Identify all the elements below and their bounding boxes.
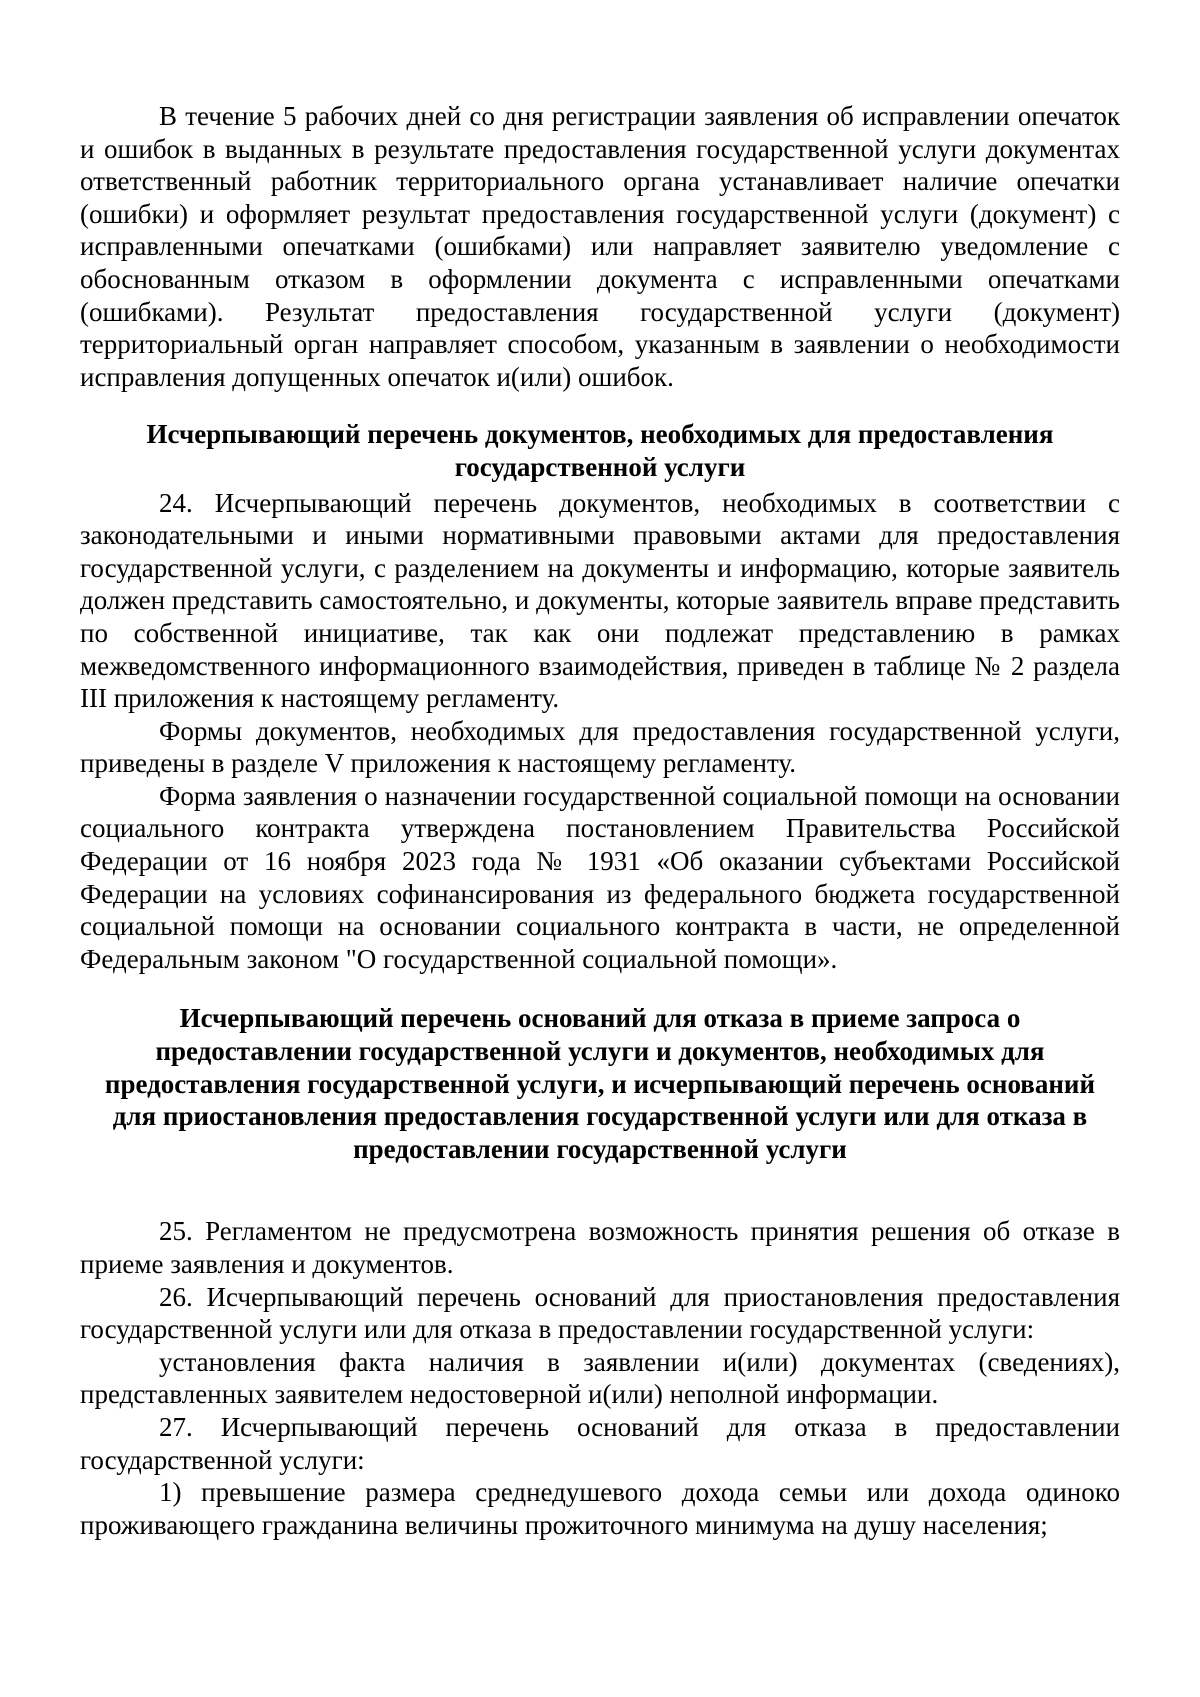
paragraph-correction-procedure: В течение 5 рабочих дней со дня регистрации заявления об исправлении опечаток и ошибок в выданных в результате предоставления государственной услуги документах ответственный работник территориального органа устанавливает наличие опечатки (ошибки) и оформляет результат предоставления государственной услуги (документ) с исправленными опечатками (ошибками) или направляет заявителю уведомление с обоснованным отказом в оформлении документа с исправленными опечатками (ошибками). Результат предоставления государственной услуги (документ) территориальный орган направляет способом, указанным в заявлении о необходимости исправления допущенных опечаток и(или) ошибок. — [80, 101, 1120, 392]
paragraph-26-ground: установления факта наличия в заявлении и(или) документах (сведениях), представленных заявителем недостоверной и(или) неполной информации. — [80, 1346, 1120, 1410]
paragraph-document-forms: Формы документов, необходимых для предоставления государственной услуги, приведены в разделе V приложения к настоящему регламенту. — [80, 715, 1120, 779]
paragraph-27: 27. Исчерпывающий перечень оснований для отказа в предоставлении государственной услуги: — [80, 1411, 1120, 1475]
paragraph-25: 25. Регламентом не предусмотрена возможность принятия решения об отказе в приеме заявления и документов. — [80, 1216, 1120, 1279]
paragraph-application-form: Форма заявления о назначении государственной социальной помощи на основании социального контракта утверждена постановлением Правительства Российской Федерации от 16 ноября 2023 года № 1931 «Об оказании субъектами Российской Федерации на условиях софинансирования из федерального бюджета государственной социальной помощи на основании социального контракта в части, не определенной Федеральным законом "О государственной социальной помощи». — [80, 780, 1120, 974]
paragraph-24: 24. Исчерпывающий перечень документов, необходимых в соответствии с законодательными и иными нормативными правовыми актами для предоставления государственной услуги, с разделением на документы и информацию, которые заявитель должен представить самостоятельно, и документы, которые заявитель вправе представить по собственной инициативе, так как они подлежат представлению в рамках межведомственного информационного взаимодействия, приведен в таблице № 2 раздела III приложения к настоящему регламенту. — [80, 487, 1120, 714]
paragraph-27-item-1: 1) превышение размера среднедушевого дохода семьи или дохода одиноко проживающего гражданина величины прожиточного минимума на душу населения; — [80, 1477, 1120, 1540]
paragraph-26: 26. Исчерпывающий перечень оснований для приостановления предоставления государственной услуги или для отказа в предоставлении государственной услуги: — [80, 1281, 1120, 1345]
document-body — [80, 100, 1120, 1541]
heading-documents-list: Исчерпывающий перечень документов, необходимых для предоставления государственной услуги — [146, 419, 1054, 482]
heading-refusal-grounds: Исчерпывающий перечень оснований для отказа в приеме запроса о предоставлении государственной услуги и документов, необходимых для предоставления государственной услуги, и исчерпывающий перечень оснований для приостановления предоставления государственной услуги или для отказа в предоставлении государственной услуги — [104, 1003, 1096, 1164]
